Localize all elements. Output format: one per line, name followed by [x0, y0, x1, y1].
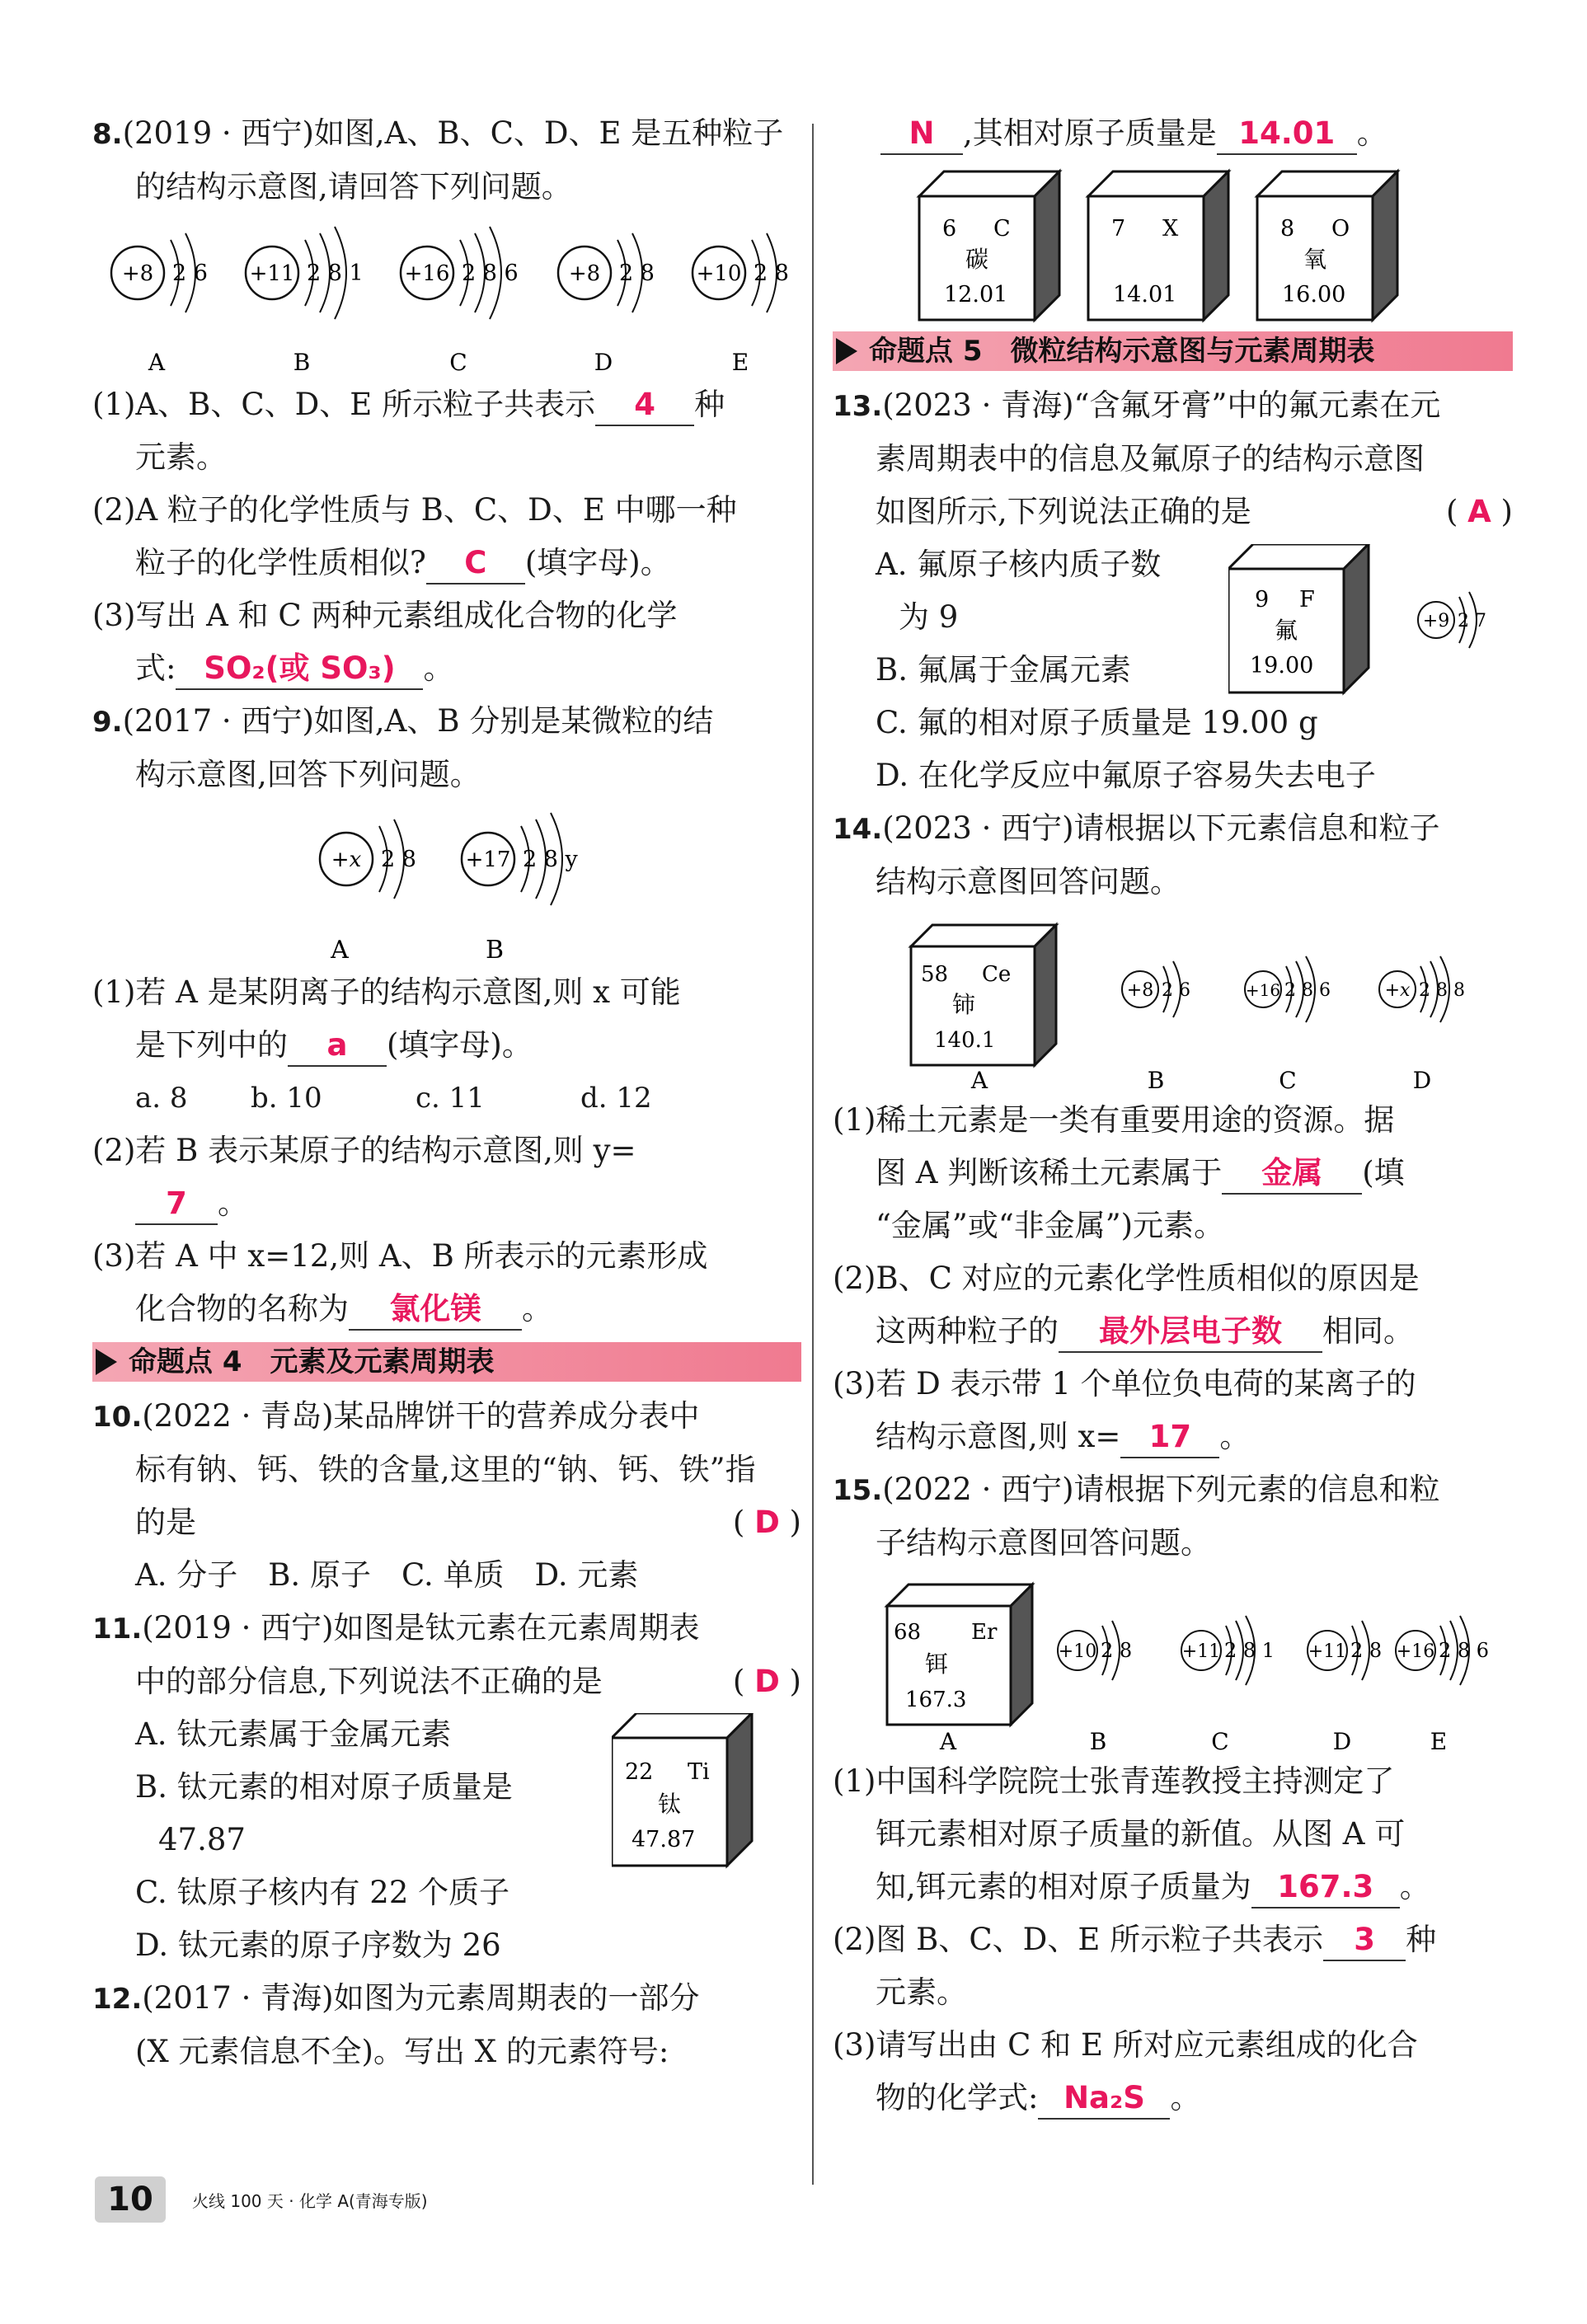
- element-name: 铒: [925, 1650, 949, 1678]
- element-number: 7: [1111, 216, 1126, 242]
- atom-electrons: 2 8: [1350, 1639, 1383, 1662]
- atom-nucleus: +8: [1126, 980, 1154, 1001]
- answer-choice: D: [754, 1664, 780, 1699]
- sub-question-text: (1)稀土元素是一类有重要用途的资源。据: [833, 1102, 1395, 1138]
- atom-diagrams: [92, 214, 801, 378]
- question-stem: (2019 · 西宁)如图,A、B、C、D、E 是五种粒子: [122, 115, 784, 151]
- figure-label: C: [1211, 1728, 1229, 1755]
- question-stem: (X 元素信息不全)。写出 X 的元素符号:: [135, 2034, 669, 2069]
- atom-electrons: 2 8: [619, 261, 655, 286]
- element-name: 氟: [1275, 617, 1298, 644]
- atom-nucleus: +x: [1384, 980, 1411, 1001]
- atom-diagrams: [92, 801, 801, 966]
- sub-question-text: “金属”或“非金属”)元素。: [876, 1208, 1225, 1243]
- atom-electrons: 2 8: [381, 847, 416, 872]
- cube-row-svg: [833, 160, 1513, 325]
- question-stem: (2023 · 西宁)请根据以下元素信息和粒子: [882, 810, 1440, 846]
- sub-question-text: 元素。: [876, 1974, 967, 2010]
- atom-electrons: 2 7: [1458, 611, 1486, 631]
- sub-question-text: 种: [1406, 1922, 1437, 1957]
- answer-blank[interactable]: 7: [135, 1184, 218, 1225]
- atom-diagram: [558, 233, 655, 312]
- question-number: 9.: [92, 706, 123, 739]
- atom-electrons: 2 8 1: [307, 261, 364, 286]
- answer-blank[interactable]: N: [880, 114, 963, 155]
- sub-question-text: 。: [522, 1291, 552, 1326]
- question-stem: ,其相对原子质量是: [963, 115, 1217, 151]
- atom-diagram: [693, 233, 789, 312]
- element-figures: [833, 908, 1513, 1094]
- element-symbol: Ti: [688, 1759, 710, 1785]
- atom-nucleus: +17: [465, 847, 511, 872]
- page-number: 10: [95, 2176, 166, 2223]
- answer-blank[interactable]: SO₂(或 SO₃): [176, 649, 423, 690]
- option-row: A. 分子 B. 原子 C. 单质 D. 元素: [135, 1557, 639, 1593]
- sub-question-text: (1)若 A 是某阴离子的结构示意图,则 x 可能: [92, 974, 681, 1010]
- sub-question-text: 。: [1219, 1419, 1251, 1454]
- question-stem: 中的部分信息,下列说法不正确的是: [135, 1664, 603, 1699]
- option: B. 钛元素的相对原子质量是: [135, 1769, 513, 1805]
- sub-question-text: (2)A 粒子的化学性质与 B、C、D、E 中哪一种: [92, 492, 737, 528]
- periodic-table-fragment: [833, 160, 1513, 325]
- figure-label: A: [939, 1728, 957, 1755]
- atom-nucleus: +10: [1058, 1641, 1097, 1662]
- question-14: [833, 802, 1513, 1463]
- answer-choice: D: [754, 1505, 780, 1540]
- question-8: [92, 107, 801, 695]
- answer-paren[interactable]: ( D ): [732, 1664, 801, 1699]
- option: b. 10: [251, 1082, 322, 1115]
- question-stem: 素周期表中的信息及氟原子的结构示意图: [876, 441, 1425, 477]
- option: 47.87: [158, 1822, 246, 1857]
- section-header: [833, 331, 1513, 371]
- element-mass: 47.87: [632, 1827, 696, 1852]
- section-title: 命题点 4 元素及元素周期表: [129, 1345, 495, 1378]
- question-12: [92, 1972, 801, 2078]
- answer-blank[interactable]: 17: [1120, 1417, 1219, 1458]
- sub-question-text: (填字母)。: [524, 545, 671, 580]
- question-number: 11.: [92, 1613, 143, 1646]
- atom-diagram: [401, 227, 519, 319]
- question-number: 13.: [833, 390, 883, 423]
- atom-electrons: 2 8 6: [1284, 980, 1331, 1001]
- element-symbol: O: [1331, 216, 1350, 242]
- left-column: [92, 107, 801, 2078]
- element-mass: 12.01: [944, 282, 1008, 308]
- sub-question-text: 图 A 判断该稀土元素属于: [876, 1155, 1223, 1190]
- option: A. 钛元素属于金属元素: [135, 1716, 452, 1752]
- figure-label: C: [449, 349, 467, 376]
- right-column: [833, 107, 1513, 2124]
- question-stem: (2023 · 青海)“含氟牙膏”中的氟元素在元: [882, 387, 1441, 423]
- question-stem: (2022 · 西宁)请根据下列元素的信息和粒: [882, 1472, 1440, 1507]
- option: C. 氟的相对原子质量是 19.00 g: [876, 705, 1318, 740]
- atom-nucleus: +11: [1181, 1641, 1221, 1662]
- element-name: 氧: [1303, 246, 1327, 273]
- fluorine-figure: [1228, 544, 1509, 701]
- element-cube: [919, 171, 1059, 320]
- atom-diagram: [1245, 956, 1331, 1022]
- section-header: [92, 1342, 801, 1382]
- question-stem: 如图所示,下列说法正确的是: [876, 494, 1251, 529]
- section-title: 命题点 5 微粒结构示意图与元素周期表: [869, 335, 1375, 368]
- figure-label: D: [1332, 1728, 1352, 1755]
- sub-question-text: (3)若 A 中 x=12,则 A、B 所表示的元素形成: [92, 1238, 708, 1274]
- question-stem: (2017 · 西宁)如图,A、B 分别是某微粒的结: [122, 703, 714, 739]
- sub-question-text: 相同。: [1322, 1313, 1414, 1349]
- sub-question-text: (2)图 B、C、D、E 所示粒子共表示: [833, 1922, 1324, 1957]
- atom-diagram: [1058, 1621, 1132, 1680]
- sub-question-text: 。: [218, 1185, 248, 1221]
- sub-question-text: (1)A、B、C、D、E 所示粒子共表示: [92, 387, 596, 422]
- sub-question-text: 结构示意图,则 x=: [876, 1419, 1121, 1454]
- atom-electrons: 2 8 1: [1224, 1639, 1275, 1662]
- option: a. 8: [135, 1082, 188, 1115]
- question-stem: 标有钠、钙、铁的含量,这里的“钠、钙、铁”指: [135, 1452, 756, 1487]
- question-stem: 的是: [135, 1505, 196, 1540]
- option: D. 在化学反应中氟原子容易失去电子: [876, 758, 1376, 793]
- element-name: 钛: [658, 1791, 682, 1818]
- option: A. 氟原子核内质子数: [876, 547, 1162, 582]
- answer-paren[interactable]: ( D ): [732, 1505, 801, 1540]
- element-symbol: Ce: [982, 962, 1012, 987]
- figure-label: B: [485, 936, 505, 965]
- atom-electrons: 2 8 6: [462, 261, 519, 286]
- atom-diagram: [1308, 1621, 1382, 1680]
- atom-diagram: [462, 813, 579, 905]
- atom-diagram: [320, 819, 416, 899]
- atom-diagram: [246, 227, 364, 319]
- figure-row-svg: [833, 1570, 1513, 1755]
- option: 为 9: [899, 599, 959, 635]
- answer-choice: A: [1467, 494, 1491, 529]
- element-mass: 16.00: [1282, 282, 1346, 308]
- answer-blank[interactable]: C: [426, 543, 525, 585]
- figure-label: B: [1147, 1067, 1165, 1094]
- question-stem: (2019 · 西宁)如图是钛元素在元素周期表: [142, 1610, 700, 1646]
- option: B. 氟属于金属元素: [876, 652, 1131, 688]
- atom-row-svg: [92, 801, 801, 966]
- element-figures: [833, 1570, 1513, 1755]
- figure-row-svg: [833, 908, 1513, 1094]
- sub-question-text: 知,铒元素的相对原子质量为: [876, 1869, 1251, 1904]
- element-mass: 14.01: [1113, 282, 1177, 308]
- figure-label: A: [970, 1067, 988, 1094]
- atom-diagram: [1396, 1616, 1489, 1685]
- element-cube: [887, 1585, 1032, 1725]
- sub-question-text: 是下列中的: [135, 1027, 288, 1063]
- atom-nucleus: +10: [696, 261, 742, 286]
- element-cube: [1088, 171, 1228, 320]
- question-15: [833, 1463, 1513, 2124]
- sub-question-text: 物的化学式:: [876, 2080, 1039, 2115]
- question-9: [92, 695, 801, 1336]
- atom-row-svg: [92, 214, 801, 378]
- element-name: 碳: [965, 246, 989, 273]
- figure-label: E: [731, 349, 749, 376]
- element-cube: [612, 1713, 777, 1878]
- question-stem: 的结构示意图,请回答下列问题。: [135, 169, 572, 204]
- element-mass: 167.3: [905, 1688, 967, 1712]
- question-stem: (2017 · 青海)如图为元素周期表的一部分: [142, 1980, 700, 2016]
- sub-question-text: 铒元素相对原子质量的新值。从图 A 可: [876, 1816, 1406, 1852]
- atom-diagram: [111, 233, 208, 312]
- figure-label: B: [1089, 1728, 1107, 1755]
- atom-nucleus: +8: [568, 261, 601, 286]
- question-stem: (2022 · 青岛)某品牌饼干的营养成分表中: [142, 1398, 700, 1434]
- element-cube: [911, 925, 1056, 1065]
- figure-label: D: [1412, 1067, 1432, 1094]
- sub-question-text: (3)写出 A 和 C 两种元素组成化合物的化学: [92, 598, 678, 633]
- sub-question-text: (2)若 B 表示某原子的结构示意图,则 y=: [92, 1133, 636, 1168]
- element-mass: 19.00: [1250, 653, 1314, 678]
- element-symbol: F: [1299, 587, 1315, 613]
- figure-label: C: [1279, 1067, 1297, 1094]
- answer-blank[interactable]: 金属: [1222, 1153, 1362, 1195]
- element-symbol: C: [993, 216, 1011, 242]
- element-symbol: Er: [971, 1620, 998, 1645]
- option: c. 11: [416, 1082, 485, 1115]
- atom-diagram: [1418, 592, 1486, 648]
- column-divider: [812, 124, 814, 2185]
- figure-label: B: [293, 349, 311, 376]
- sub-question-text: 种: [694, 387, 725, 422]
- atom-electrons: 2 8 6: [1439, 1639, 1490, 1662]
- sub-question-text: (3)若 D 表示带 1 个单位负电荷的某离子的: [833, 1366, 1416, 1401]
- answer-blank[interactable]: 3: [1323, 1920, 1406, 1961]
- answer-blank[interactable]: 最外层电子数: [1059, 1312, 1322, 1353]
- answer-blank[interactable]: 167.3: [1251, 1867, 1400, 1908]
- option: C. 钛原子核内有 22 个质子: [135, 1875, 510, 1910]
- sub-question-text: (填: [1362, 1155, 1405, 1190]
- element-number: 6: [942, 216, 957, 242]
- figure-label: D: [594, 349, 613, 376]
- sub-question-text: (填字母)。: [387, 1027, 533, 1063]
- answer-blank[interactable]: 14.01: [1217, 114, 1357, 155]
- sub-question-text: 化合物的名称为: [135, 1291, 349, 1326]
- atom-electrons: 2 6: [1162, 980, 1190, 1001]
- option: D. 钛元素的原子序数为 26: [135, 1927, 501, 1963]
- element-number: 68: [894, 1620, 922, 1645]
- question-stem: 。: [1356, 115, 1387, 151]
- sub-question-text: (1)中国科学院院士张青莲教授主持测定了: [833, 1763, 1395, 1799]
- atom-electrons: 2 8 y: [523, 847, 578, 872]
- element-cube: [1228, 544, 1369, 693]
- element-number: 8: [1280, 216, 1295, 242]
- atom-electrons: 2 8 8: [1419, 980, 1465, 1001]
- atom-diagram: [1181, 1616, 1275, 1685]
- option-row: [92, 1072, 801, 1124]
- question-number: 10.: [92, 1401, 143, 1434]
- sub-question-text: 。: [423, 650, 454, 686]
- atom-nucleus: +8: [121, 261, 154, 286]
- question-10: [92, 1390, 801, 1602]
- question-number: 15.: [833, 1474, 883, 1507]
- atom-electrons: 2 8: [1101, 1639, 1133, 1662]
- atom-diagram: [1379, 956, 1465, 1022]
- sub-question-text: 元素。: [135, 439, 227, 475]
- footer-text: 火线 100 天 · 化学 A(青海专版): [192, 2191, 428, 2211]
- answer-blank[interactable]: 氯化镁: [349, 1289, 522, 1331]
- question-number: 12.: [92, 1983, 143, 2016]
- sub-question-text: 这两种粒子的: [876, 1313, 1059, 1349]
- answer-blank[interactable]: a: [288, 1026, 387, 1067]
- sub-question-text: (3)请写出由 C 和 E 所对应元素组成的化合: [833, 2027, 1418, 2063]
- sub-question-text: 。: [1399, 1869, 1430, 1904]
- question-11: [92, 1602, 801, 1972]
- atom-nucleus: +11: [249, 261, 295, 286]
- answer-paren[interactable]: ( A ): [1445, 494, 1513, 529]
- element-number: 9: [1255, 587, 1270, 613]
- question-stem: 构示意图,回答下列问题。: [135, 757, 481, 792]
- atom-nucleus: +9: [1422, 611, 1450, 631]
- atom-nucleus: +16: [1245, 980, 1281, 1000]
- atom-diagram: [1122, 961, 1190, 1017]
- question-number: 8.: [92, 118, 123, 151]
- question-12-continued: [833, 107, 1513, 325]
- atom-electrons: 2 8: [754, 261, 789, 286]
- option: d. 12: [580, 1082, 652, 1115]
- figure-label: E: [1430, 1728, 1448, 1755]
- question-number: 14.: [833, 813, 883, 846]
- sub-question-text: 。: [1170, 2080, 1201, 2115]
- atom-nucleus: +11: [1308, 1641, 1347, 1662]
- element-cube: [1257, 171, 1397, 320]
- element-number: 22: [625, 1759, 654, 1785]
- question-stem: 结构示意图回答问题。: [876, 864, 1181, 899]
- answer-blank[interactable]: 4: [595, 385, 694, 426]
- play-triangle-icon: [96, 1349, 117, 1375]
- atom-electrons: 2 6: [172, 261, 208, 286]
- element-name: 铈: [952, 991, 976, 1018]
- question-stem: 子结构示意图回答问题。: [876, 1525, 1211, 1561]
- sub-question-text: 式:: [135, 650, 176, 686]
- answer-blank[interactable]: Na₂S: [1038, 2078, 1170, 2120]
- atom-nucleus: +x: [331, 847, 362, 872]
- play-triangle-icon: [836, 338, 857, 364]
- figure-label: A: [331, 936, 349, 965]
- element-mass: 140.1: [934, 1028, 996, 1053]
- figure-label: A: [148, 349, 166, 376]
- atom-nucleus: +16: [1396, 1641, 1435, 1662]
- element-number: 58: [921, 962, 949, 987]
- atom-nucleus: +16: [404, 261, 450, 286]
- sub-question-text: 粒子的化学性质相似?: [135, 545, 426, 580]
- question-13: [833, 379, 1513, 802]
- element-symbol: X: [1162, 216, 1179, 242]
- sub-question-text: (2)B、C 对应的元素化学性质相似的原因是: [833, 1261, 1420, 1296]
